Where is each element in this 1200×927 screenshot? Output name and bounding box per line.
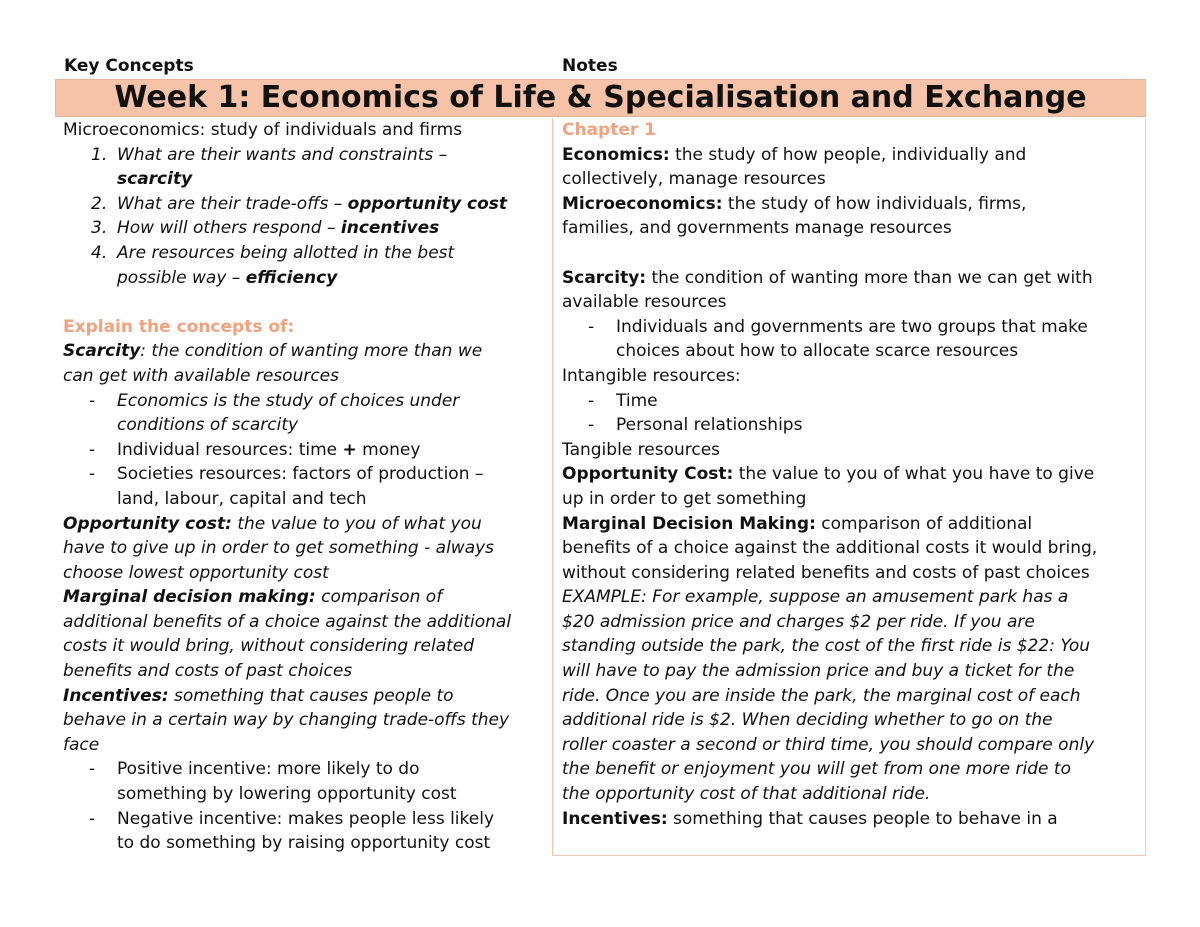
definition-line: behave in a certain way by changing trade-offs they (63, 710, 510, 731)
key-concepts-header: Key Concepts (64, 56, 194, 76)
list-item: 4. Are resources being allotted in the best (63, 241, 552, 266)
bullet-item: - Negative incentive: makes people less likely (89, 808, 495, 829)
definition-line: Incentives: something that causes people to (63, 685, 454, 706)
definition-line: benefits and costs of past choices (63, 661, 353, 682)
bullet-item: - Economics is the study of choices under (89, 390, 460, 411)
notes-header: Notes (562, 56, 618, 76)
list-number: 1. (91, 144, 108, 165)
spacer (562, 241, 1139, 266)
subheading-line: Tangible resources (562, 439, 721, 460)
spacer (63, 290, 552, 315)
example-line: the opportunity cost of that additional ride. (562, 784, 931, 805)
example-line: roller coaster a second or third time, you should compare only (562, 734, 1095, 755)
intro-line: Microeconomics: study of individuals and firms (63, 120, 463, 140)
definition-line: collectively, manage resources (562, 169, 826, 190)
list-item: 3. How will others respond – incentives (63, 216, 552, 241)
example-line: EXAMPLE: For example, suppose an amusement park has a (562, 587, 1069, 608)
definition-line: Marginal Decision Making: comparison of additional (562, 513, 1033, 534)
definition-line: available resources (562, 292, 727, 313)
key-concepts-column (55, 118, 552, 856)
definition-line: families, and governments manage resources (562, 218, 952, 239)
bullet-continuation: choices about how to allocate scarce resources (616, 341, 1019, 362)
definition-line: additional benefits of a choice against the additional (63, 611, 512, 632)
example-line: ride. Once you are inside the park, the marginal cost of each (562, 685, 1081, 706)
definition-line: Opportunity cost: the value to you of what you (63, 513, 482, 534)
definition-line: Opportunity Cost: the value to you of what you have to give (562, 464, 1095, 485)
bullet-continuation: conditions of scarcity (117, 415, 299, 436)
page-title: Week 1: Economics of Life & Specialisation and Exchange (55, 79, 1146, 117)
example-line: $20 admission price and charges $2 per ride. If you are (562, 611, 1035, 632)
bullet-continuation: to do something by raising opportunity cost (117, 833, 491, 854)
list-item: 1. What are their wants and constraints – (63, 143, 552, 168)
definition-line: face (63, 734, 100, 755)
section-heading: Explain the concepts of: (63, 316, 295, 337)
list-item-continuation: possible way – efficiency (117, 267, 338, 288)
bullet-item: - Individuals and governments are two groups that make (588, 316, 1088, 337)
example-line: additional ride is $2. When deciding whether to go on the (562, 710, 1053, 731)
definition-line: Incentives: something that causes people to behave in a (562, 808, 1058, 829)
chapter-heading: Chapter 1 (562, 120, 657, 140)
list-item: 2. What are their trade-offs – opportunity cost (63, 192, 552, 217)
definition-line: have to give up in order to get something - always (63, 538, 495, 559)
bullet-item: - Time (588, 390, 658, 411)
list-number: 2. (91, 193, 108, 214)
definition-line: Marginal decision making: comparison of (63, 587, 443, 608)
bullet-item: - Personal relationships (588, 415, 803, 436)
definition-line: up in order to get something (562, 488, 807, 509)
list-number: 4. (91, 242, 108, 263)
bullet-item: - Societies resources: factors of production – (89, 464, 484, 485)
definition-line: Scarcity: the condition of wanting more than we (63, 341, 483, 362)
definition-line: Economics: the study of how people, individually and (562, 144, 1027, 165)
example-line: will have to pay the admission price and buy a ticket for the (562, 661, 1075, 682)
notes-column (552, 118, 1146, 856)
definition-line: Microeconomics: the study of how individuals, firms, (562, 193, 1027, 214)
definition-line: without considering related benefits and costs of past choices (562, 562, 1090, 583)
subheading-line: Intangible resources: (562, 365, 741, 386)
example-line: the benefit or enjoyment you will get from one more ride to (562, 759, 1071, 780)
bullet-continuation: land, labour, capital and tech (117, 488, 367, 509)
list-number: 3. (91, 218, 108, 239)
definition-line: benefits of a choice against the additional costs it would bring, (562, 538, 1098, 559)
list-item-continuation: scarcity (117, 169, 193, 190)
bullet-item: - Positive incentive: more likely to do (89, 759, 420, 780)
definition-line: Scarcity: the condition of wanting more than we can get with (562, 267, 1093, 288)
definition-line: costs it would bring, without considering related (63, 636, 475, 657)
bullet-continuation: something by lowering opportunity cost (117, 784, 457, 805)
definition-line: choose lowest opportunity cost (63, 562, 329, 583)
definition-line: can get with available resources (63, 365, 340, 386)
example-line: standing outside the park, the cost of the first ride is $22: You (562, 636, 1091, 657)
bullet-item: - Individual resources: time + money (89, 439, 421, 460)
